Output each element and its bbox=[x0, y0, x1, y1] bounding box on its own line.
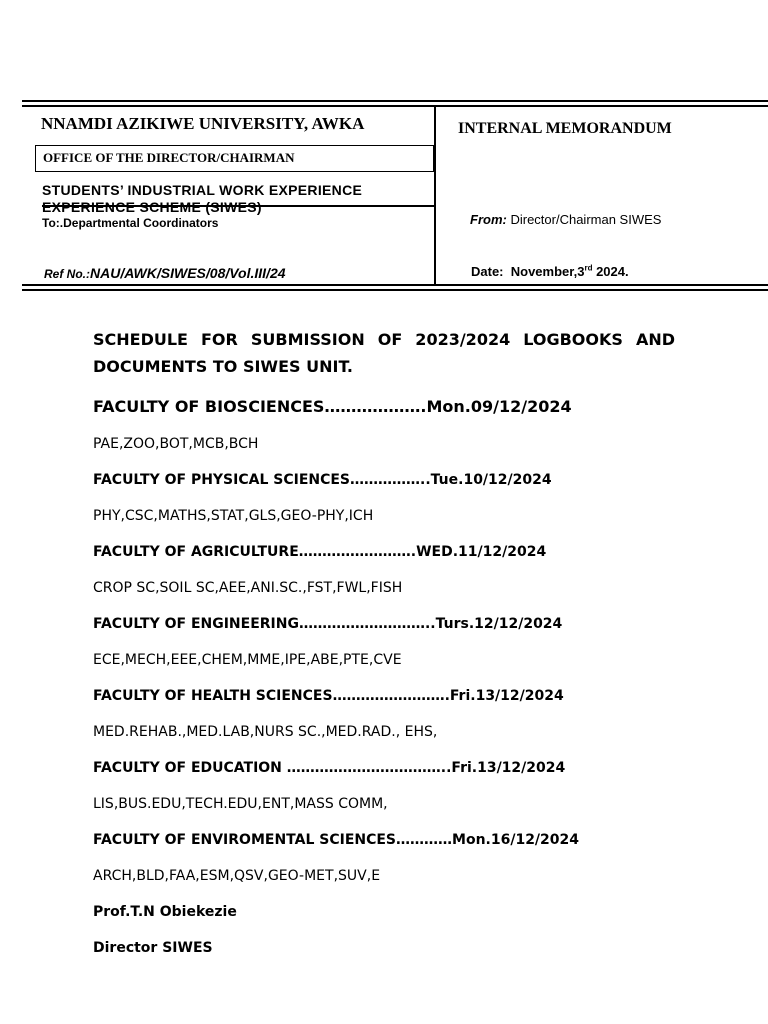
faculty-departments: ARCH,BLD,FAA,ESM,QSV,GEO-MET,SUV,E bbox=[93, 868, 381, 884]
faculty-heading: FACULTY OF AGRICULTURE…………………….WED.11/12/2024 bbox=[93, 544, 547, 560]
to-line bbox=[42, 216, 218, 230]
header-bottom-rule-1 bbox=[22, 284, 768, 286]
to-label: To: bbox=[42, 216, 60, 230]
ref-label: Ref No.: bbox=[44, 267, 90, 281]
office-box bbox=[35, 145, 434, 172]
faculty-departments: PAE,ZOO,BOT,MCB,BCH bbox=[93, 436, 259, 452]
faculty-departments: PHY,CSC,MATHS,STAT,GLS,GEO-PHY,ICH bbox=[93, 508, 374, 524]
date-prefix: November,3 bbox=[510, 264, 585, 279]
from-value: Director/Chairman SIWES bbox=[510, 212, 662, 227]
from-line bbox=[470, 212, 661, 227]
from-label: From: bbox=[470, 212, 507, 227]
date-suffix: 2024. bbox=[592, 264, 629, 279]
header-top-rule-1 bbox=[22, 100, 768, 102]
ref-line bbox=[44, 265, 286, 281]
faculty-heading: FACULTY OF ENGINEERING………………………..Turs.12/12/2024 bbox=[93, 616, 563, 632]
to-value: .Departmental Coordinators bbox=[59, 216, 219, 230]
faculty-departments: MED.REHAB.,MED.LAB,NURS SC.,MED.RAD., EHS, bbox=[93, 724, 438, 740]
header-top-rule-2 bbox=[22, 105, 768, 107]
scheme-line-2: EXPERIENCE SCHEME (SIWES) bbox=[42, 199, 262, 215]
schedule-title-line-2: DOCUMENTS TO SIWES UNIT. bbox=[93, 357, 353, 376]
schedule-title-line-1: SCHEDULE FOR SUBMISSION OF 2023/2024 LOGBOOKS AND bbox=[93, 330, 675, 349]
header-divider bbox=[434, 105, 436, 286]
university-name: NNAMDI AZIKIWE UNIVERSITY, AWKA bbox=[41, 114, 365, 133]
faculty-departments: ECE,MECH,EEE,CHEM,MME,IPE,ABE,PTE,CVE bbox=[93, 652, 402, 668]
memo-title: INTERNAL MEMORANDUM bbox=[458, 120, 672, 137]
date-label: Date: bbox=[471, 264, 504, 279]
date-line bbox=[471, 264, 629, 279]
faculty-heading: FACULTY OF HEALTH SCIENCES…………………….Fri.13/12/2024 bbox=[93, 688, 564, 704]
date-ordinal: rd bbox=[584, 263, 593, 273]
faculty-heading: FACULTY OF EDUCATION ……………………………..Fri.13/12/2024 bbox=[93, 760, 566, 776]
scheme-line-1: STUDENTS’ INDUSTRIAL WORK EXPERIENCE bbox=[42, 182, 363, 198]
header-bottom-rule-2 bbox=[22, 289, 768, 291]
office-name: OFFICE OF THE DIRECTOR/CHAIRMAN bbox=[43, 150, 295, 165]
signatory-name: Prof.T.N Obiekezie bbox=[93, 904, 237, 920]
faculty-heading: FACULTY OF BIOSCIENCES……………….Mon.09/12/2024 bbox=[93, 397, 572, 416]
faculty-heading: FACULTY OF PHYSICAL SCIENCES……………..Tue.10/12/2024 bbox=[93, 472, 552, 488]
ref-value: NAU/AWK/SIWES/08/Vol.III/24 bbox=[90, 265, 286, 281]
faculty-departments: CROP SC,SOIL SC,AEE,ANI.SC.,FST,FWL,FISH bbox=[93, 580, 403, 596]
signatory-title: Director SIWES bbox=[93, 940, 213, 956]
faculty-heading: FACULTY OF ENVIROMENTAL SCIENCES…………Mon.16/12/2024 bbox=[93, 832, 580, 848]
faculty-departments: LIS,BUS.EDU,TECH.EDU,ENT,MASS COMM, bbox=[93, 796, 388, 812]
